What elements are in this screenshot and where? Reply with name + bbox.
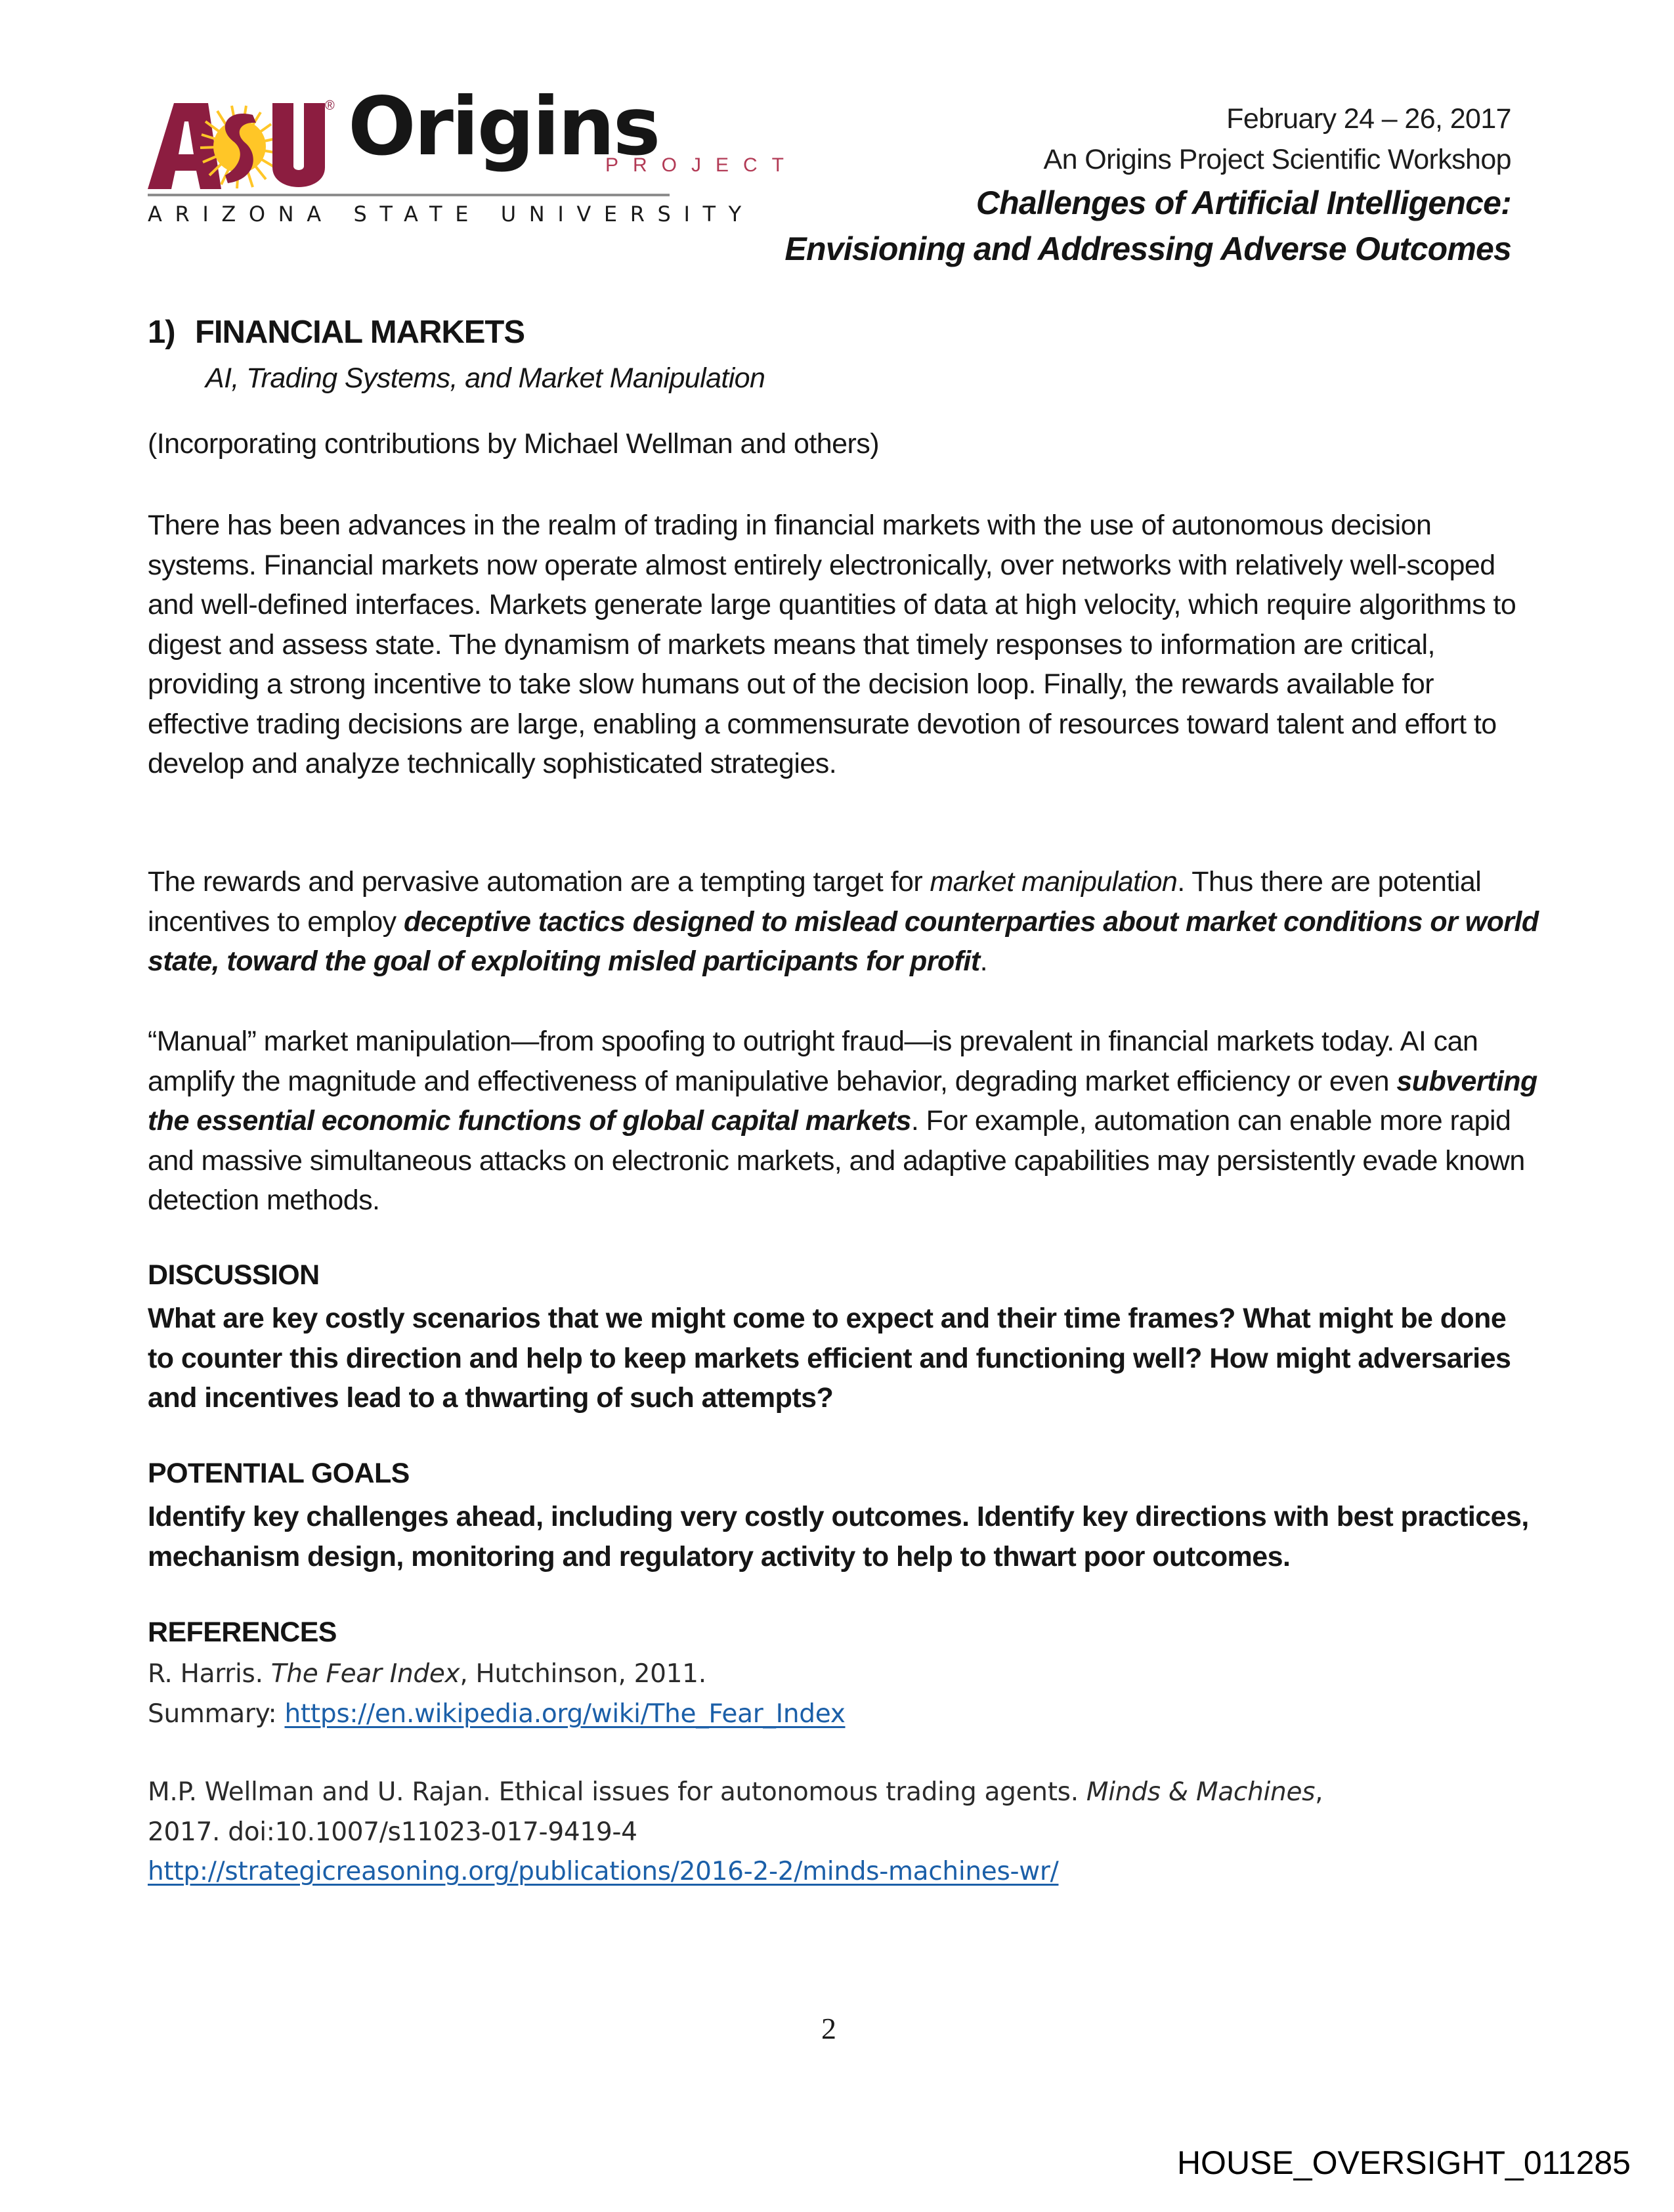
- ref1-summary-label: Summary:: [148, 1699, 285, 1729]
- paragraph-manipulation: [148, 862, 1539, 982]
- contributors-note: (Incorporating contributions by Michael Wellman and others): [148, 428, 879, 460]
- para3-lead: “Manual” market manipulation—from spoofing to outright fraud—is prevalent in financial markets today. AI can amplify the magnitude and effectiveness of manipulative behavior, degrading market efficiency or even: [148, 1026, 1478, 1097]
- discussion-text: What are key costly scenarios that we might come to expect and their time frames? What might be done to counter this direction and help to keep markets efficient and functioning well? How might adversaries and incentives lead to a thwarting of such attempts?: [148, 1303, 1511, 1414]
- section-subtitle: AI, Trading Systems, and Market Manipulation: [205, 362, 765, 394]
- ref2-citation: M.P. Wellman and U. Rajan. Ethical issues for autonomous trading agents.: [148, 1777, 1086, 1807]
- para2-lead: The rewards and pervasive automation are a tempting target for: [148, 866, 930, 898]
- references-heading: REFERENCES: [148, 1616, 337, 1648]
- para3-tail: . For example, automation can enable more rapid and massive simultaneous attacks on electronic markets, and adaptive capabilities may persistently evade known detection methods.: [148, 1105, 1525, 1216]
- workshop-dates: February 24 – 26, 2017: [1226, 103, 1511, 135]
- asu-sunburst-logo-icon: [148, 102, 328, 190]
- section-number: 1): [148, 314, 175, 350]
- para3-emphasis: subverting the essential economic functions of global capital markets: [148, 1065, 1537, 1137]
- registered-mark: ®: [325, 98, 335, 113]
- reference-item: [148, 1655, 846, 1734]
- ref1-wikipedia-link[interactable]: https://en.wikipedia.org/wiki/The_Fear_Index: [284, 1699, 846, 1729]
- ref1-author: R. Harris.: [148, 1659, 271, 1689]
- reference-item: [148, 1773, 1559, 1892]
- project-wordmark: PROJECT: [605, 154, 799, 176]
- logo-divider: [148, 194, 670, 196]
- section-title: FINANCIAL MARKETS: [195, 314, 525, 350]
- workshop-title-line-1: Challenges of Artificial Intelligence:: [976, 184, 1511, 221]
- origins-wordmark: Origins: [348, 80, 659, 173]
- ref2-doi: 2017. doi:10.1007/s11023-017-9419-4: [148, 1817, 637, 1847]
- asu-origins-logo: [148, 80, 799, 230]
- ref2-journal: Minds & Machines: [1086, 1777, 1316, 1807]
- ref2-tail: ,: [1315, 1777, 1323, 1807]
- para2-tail: .: [979, 945, 988, 977]
- workshop-type: An Origins Project Scientific Workshop: [1043, 144, 1511, 175]
- bates-stamp: HOUSE_OVERSIGHT_011285: [1176, 2144, 1631, 2181]
- discussion-heading: DISCUSSION: [148, 1259, 320, 1291]
- discussion-questions: [148, 1299, 1539, 1418]
- section-heading: [148, 314, 525, 351]
- workshop-header: [784, 98, 1511, 272]
- goals-heading: POTENTIAL GOALS: [148, 1458, 410, 1489]
- goals-statement: [148, 1497, 1539, 1576]
- ref2-publication-link[interactable]: http://strategicreasoning.org/publications/2016-2-2/minds-machines-wr/: [148, 1857, 1059, 1886]
- ref1-title: The Fear Index: [270, 1659, 460, 1689]
- university-wordmark: ARIZONA STATE UNIVERSITY: [148, 202, 754, 227]
- workshop-title-line-2: Envisioning and Addressing Adverse Outcomes: [784, 230, 1511, 267]
- ref1-publisher: , Hutchinson, 2011.: [460, 1659, 706, 1689]
- paragraph-intro: [148, 506, 1539, 784]
- para2-mid: . Thus there are potential incentives to employ: [148, 866, 1482, 938]
- para2-emphasis: deceptive tactics designed to mislead counterparties about market conditions or world state, toward the goal of exploiting misled participants for profit: [148, 905, 1539, 977]
- paragraph-amplification: [148, 1022, 1539, 1221]
- page-number: 2: [821, 2012, 836, 2045]
- goals-text: Identify key challenges ahead, including very costly outcomes. Identify key directions with best practices, mechanism design, monitoring and regulatory activity to help to thwart poor outcomes.: [148, 1501, 1529, 1572]
- para2-italic-term: market manipulation: [930, 866, 1178, 898]
- paragraph-intro-text: There has been advances in the realm of trading in financial markets with the use of autonomous decision systems. Financial markets now operate almost entirely electronically, over networks with relatively well-scoped and well-defined interfaces. Markets generate large quantities of data at high velocity, which require algorithms to digest and assess state. The dynamism of markets means that timely responses to information are critical, providing a strong incentive to take slow humans out of the decision loop. Finally, the rewards available for effective trading decisions are large, enabling a commensurate devotion of resources toward talent and effort to develop and analyze technically sophisticated strategies.: [148, 510, 1516, 779]
